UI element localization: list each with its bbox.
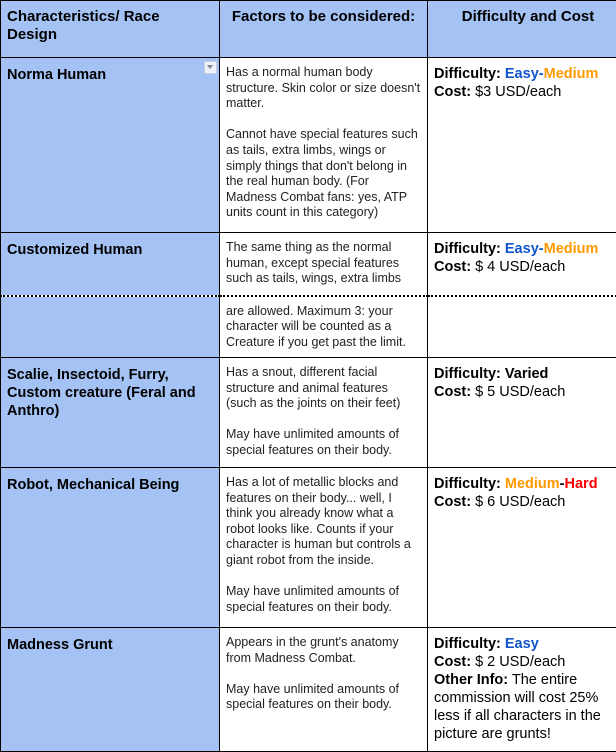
difficulty-separator: -	[539, 241, 544, 257]
difficulty-label: Difficulty:	[434, 476, 501, 492]
factors-text: The same thing as the normal human, except special features such as tails, wings, extra limbs	[226, 240, 421, 287]
factors-text: May have unlimited amounts of special features on their body.	[226, 427, 421, 458]
cost-label: Cost:	[434, 384, 471, 400]
difficulty-separator: -	[560, 476, 565, 492]
cost-label: Cost:	[434, 84, 471, 100]
cost-label: Cost:	[434, 494, 471, 510]
difficulty-medium: Medium	[505, 476, 560, 492]
factors-text: Cannot have special features such as tails, extra limbs, wings or simply things that don't belong in the real human body. (For Madness Combat fans: yes, ATP units count in this category)	[226, 127, 421, 221]
race-cell	[1, 628, 220, 752]
other-info-value: The entire commission will cost 25% less if all characters in the picture are grunts!	[434, 672, 601, 742]
difficulty-label: Difficulty:	[434, 636, 501, 652]
table-row	[1, 58, 616, 233]
table-row	[1, 358, 616, 468]
header-factors: Factors to be considered:	[220, 1, 428, 58]
difficulty-label: Difficulty:	[434, 366, 501, 382]
race-name: Robot, Mechanical Being	[1, 468, 219, 494]
difficulty-easy: Easy	[505, 66, 539, 82]
cost-value: $3 USD/each	[471, 84, 561, 100]
dropdown-arrow-icon[interactable]	[204, 61, 217, 74]
race-name: Madness Grunt	[1, 628, 219, 654]
difficulty-cost-cell	[428, 233, 616, 296]
factors-cell	[220, 468, 428, 628]
cost-value: $ 2 USD/each	[471, 654, 565, 670]
table-row	[1, 628, 616, 752]
header-row	[1, 1, 616, 58]
cost-value: $ 4 USD/each	[471, 259, 565, 275]
difficulty-cost-cell	[428, 358, 616, 468]
header-characteristics: Characteristics/ Race Design	[1, 1, 220, 58]
difficulty-medium: Medium	[544, 66, 599, 82]
cost-label: Cost:	[434, 259, 471, 275]
cost-label: Cost:	[434, 654, 471, 670]
difficulty-cost-cell	[428, 468, 616, 628]
race-cell	[1, 358, 220, 468]
difficulty-easy: Easy	[505, 636, 539, 652]
difficulty-medium: Medium	[544, 241, 599, 257]
other-info-label: Other Info:	[434, 672, 508, 688]
cost-value: $ 6 USD/each	[471, 494, 565, 510]
factors-cell	[220, 358, 428, 468]
race-name: Norma Human	[7, 67, 106, 83]
cost-value: $ 5 USD/each	[471, 384, 565, 400]
factors-text: are allowed. Maximum 3: your character will be counted as a Creature if you get past the limit.	[226, 304, 421, 351]
difficulty-cost-cell	[428, 58, 616, 233]
factors-text: May have unlimited amounts of special features on their body.	[226, 584, 421, 615]
factors-text: Appears in the grunt's anatomy from Madness Combat.	[226, 635, 421, 666]
difficulty-label: Difficulty:	[434, 241, 501, 257]
factors-text: Has a normal human body structure. Skin color or size doesn't matter.	[226, 65, 421, 112]
table-row	[1, 468, 616, 628]
difficulty-easy: Easy	[505, 241, 539, 257]
factors-cell	[220, 628, 428, 752]
race-cell	[1, 233, 220, 296]
race-cell[interactable]	[1, 58, 220, 233]
table-row-continuation	[1, 296, 616, 358]
difficulty-label: Difficulty:	[434, 66, 501, 82]
race-name: Customized Human	[1, 233, 219, 259]
race-cell	[1, 296, 220, 358]
race-cell	[1, 468, 220, 628]
difficulty-separator: -	[539, 66, 544, 82]
difficulty-hard: Hard	[565, 476, 598, 492]
factors-text: May have unlimited amounts of special features on their body.	[226, 682, 421, 713]
factors-text: Has a snout, different facial structure and animal features (such as the joints on their feet)	[226, 365, 421, 412]
factors-text: Has a lot of metallic blocks and features on their body... well, I think you already know what a robot looks like. Counts if your character is human but controls a giant robot from the inside.	[226, 475, 421, 569]
header-difficulty-cost: Difficulty and Cost	[428, 1, 616, 58]
factors-cell	[220, 58, 428, 233]
factors-cell	[220, 296, 428, 358]
difficulty-cost-cell	[428, 628, 616, 752]
difficulty-varied: Varied	[505, 366, 549, 382]
difficulty-cost-cell	[428, 296, 616, 358]
table-row	[1, 233, 616, 296]
factors-cell	[220, 233, 428, 296]
race-name: Scalie, Insectoid, Furry, Custom creature (Feral and Anthro)	[1, 358, 219, 420]
